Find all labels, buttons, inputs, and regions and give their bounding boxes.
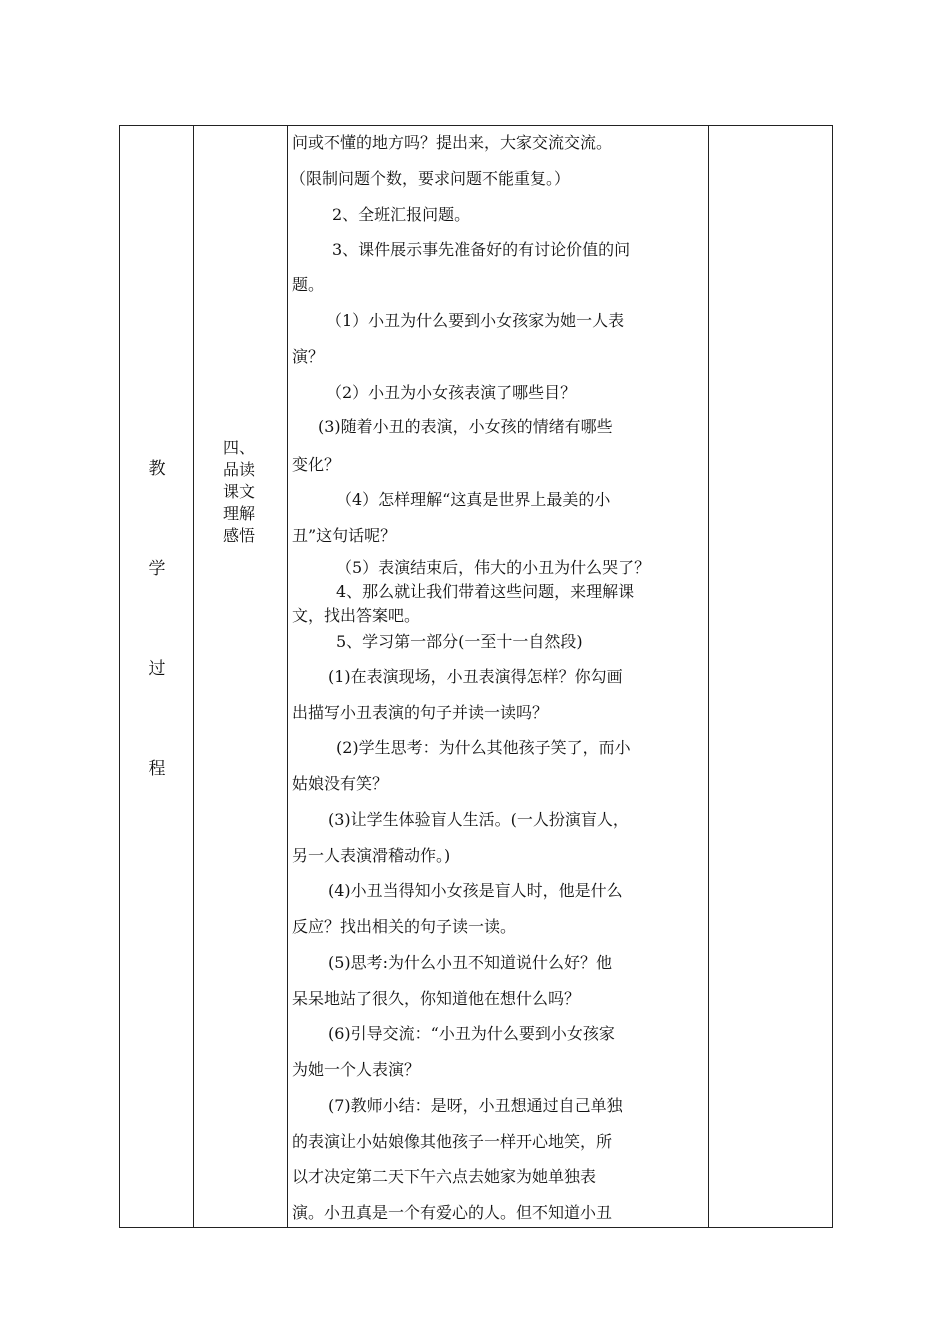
text-line: 4、那么就让我们带着这些问题，来理解课: [336, 582, 635, 601]
stage-label-char: 学: [148, 559, 166, 579]
lesson-plan-table: [119, 125, 833, 1228]
text-line: 为她一个人表演？: [292, 1060, 421, 1079]
section-title: [223, 437, 293, 547]
text-line: 反应？找出相关的句子读一读。: [292, 917, 517, 936]
text-line: 出描写小丑表演的句子并读一读吗？: [292, 703, 549, 722]
text-line: (3)随着小丑的表演，小女孩的情绪有哪些: [318, 417, 613, 436]
text-line: (1)在表演现场，小丑表演得怎样？你勾画: [328, 667, 623, 686]
text-line: 演？: [292, 347, 325, 366]
text-line: (3)让学生体验盲人生活。(一人扮演盲人，: [328, 810, 629, 829]
text-line: （1）小丑为什么要到小女孩家为她一人表: [326, 311, 625, 330]
section-title-line: 感悟: [223, 526, 256, 545]
text-line: (6)引导交流：“小丑为什么要到小女孩家: [328, 1024, 615, 1043]
text-line: (7)教师小结：是呀，小丑想通过自己单独: [328, 1096, 623, 1115]
text-line: 以才决定第二天下午六点去她家为她单独表: [292, 1167, 597, 1186]
column-divider: [708, 126, 709, 1227]
text-line: 另一人表演滑稽动作。): [292, 846, 451, 865]
section-title-line: 理解: [223, 504, 256, 523]
text-line: 题。: [292, 275, 325, 294]
text-line: （5）表演结束后，伟大的小丑为什么哭了？: [336, 558, 651, 577]
text-line: (5)思考:为什么小丑不知道说什么好？他: [328, 953, 613, 972]
text-line: 演。小丑真是一个有爱心的人。但不知道小丑: [292, 1203, 613, 1222]
text-line: 的表演让小姑娘像其他孩子一样开心地笑，所: [292, 1132, 613, 1151]
column-divider: [287, 126, 288, 1227]
text-line: 5、学习第一部分(一至十一自然段): [336, 632, 583, 651]
text-line: 问或不懂的地方吗？提出来，大家交流交流。: [292, 133, 613, 152]
text-line: 呆呆地站了很久，你知道他在想什么吗？: [292, 989, 581, 1008]
stage-label-char: 过: [148, 659, 166, 679]
stage-label-char: 程: [148, 759, 166, 779]
text-line: 3、课件展示事先准备好的有讨论价值的问: [332, 240, 631, 259]
section-title-line: 四、: [223, 438, 256, 457]
text-line: 姑娘没有笑？: [292, 774, 389, 793]
text-line: 2、全班汇报问题。: [332, 205, 471, 224]
text-line: 丑”这句话呢？: [292, 526, 397, 545]
text-line: （2）小丑为小女孩表演了哪些目？: [326, 383, 577, 402]
section-title-line: 课文: [223, 482, 256, 501]
stage-label-char: 教: [148, 459, 166, 479]
text-line: 变化？: [292, 455, 341, 474]
text-line: （4）怎样理解“这真是世界上最美的小: [336, 490, 611, 509]
text-line: (4)小丑当得知小女孩是盲人时，他是什么: [328, 881, 623, 900]
text-line: 文，找出答案吧。: [292, 606, 421, 625]
text-line: (2)学生思考：为什么其他孩子笑了，而小: [336, 738, 631, 757]
section-title-line: 品读: [223, 460, 256, 479]
text-line: （限制问题个数，要求问题不能重复。）: [290, 169, 571, 188]
